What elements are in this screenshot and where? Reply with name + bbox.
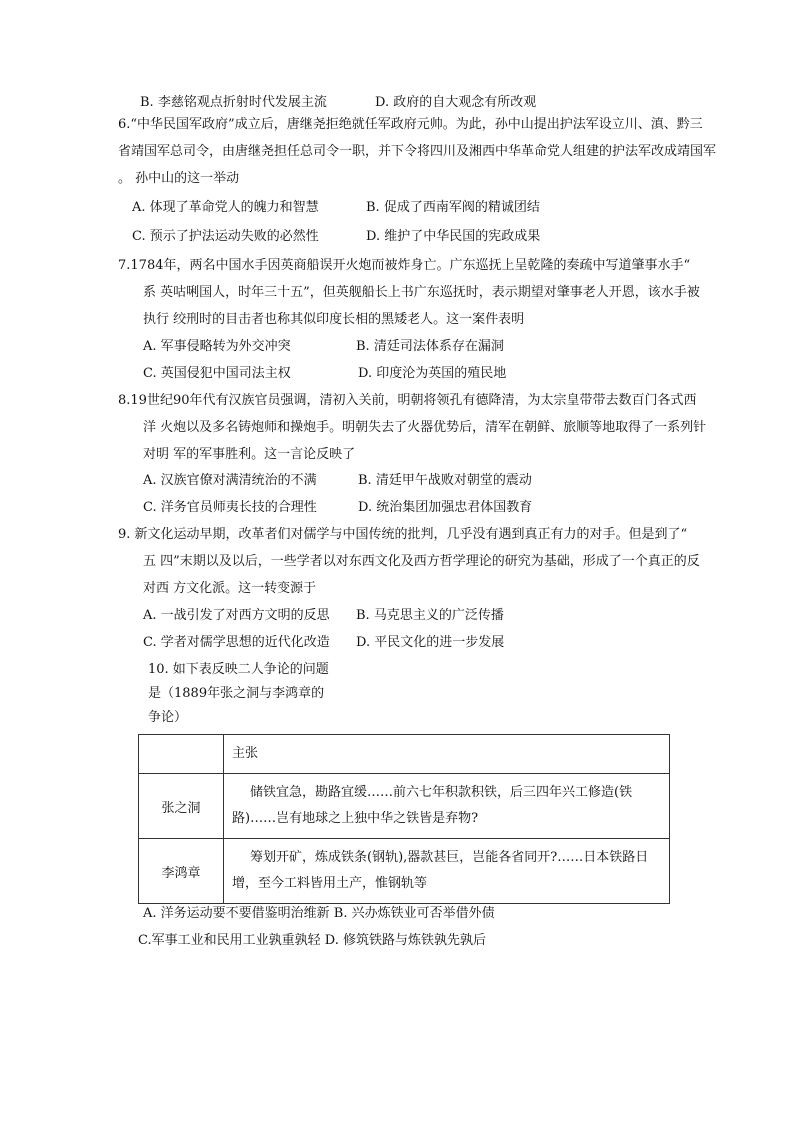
table-row [139, 839, 670, 904]
table-header-row [139, 735, 670, 774]
table-row-text-content: 储铁宜急，勘路宜缓……前六七年积款积铁，后三四年兴工修造(铁路)……岂有地球之上独中华之铁皆是弃物? [232, 785, 633, 826]
q9-option-b: B. 马克思主义的广泛传播 [356, 608, 504, 623]
q7-stem-line1: 7.1784年，两名中国水手因英商船误开火炮而被炸身亡。广东巡抚上呈乾隆的奏疏中写道肇事水手“ [118, 258, 691, 273]
q8-stem-line3: 对明 军的军事胜利。这一言论反映了 [143, 447, 356, 462]
q10-stem-line3: 争论） [148, 710, 188, 725]
q7-option-a: A. 军事侵略转为外交冲突 [143, 339, 291, 354]
q7-option-b: B. 清廷司法体系存在漏洞 [356, 339, 504, 354]
table-row-name: 张之洞 [139, 774, 224, 839]
table-row-text [224, 774, 670, 839]
q7-stem-line2: 系 英咕唎国人，时年三十五”，但英舰船长上书广东巡抚时，表示期望对肇事老人开恩，该水手被 [143, 285, 700, 300]
table-row-name: 李鸿章 [139, 839, 224, 904]
q6-stem-line2: 省靖国军总司令，由唐继尧担任总司令一职，并下令将四川及湘西中华革命党人组建的护法军改成靖国军 [118, 144, 717, 159]
q7-option-c: C. 英国侵犯中国司法主权 [143, 366, 291, 381]
q6-stem-line1: 6.“中华民国军政府”成立后，唐继尧拒绝就任军政府元帅。为此，孙中山提出护法军设立川、滇、黔三 [118, 117, 703, 132]
q6-option-d: D. 维护了中华民国的宪政成果 [366, 229, 541, 244]
q8-option-a: A. 汉族官僚对满清统治的不满 [143, 473, 317, 488]
q5-option-d: D. 政府的自大观念有所改观 [375, 95, 537, 110]
q6-option-a: A. 体现了革命党人的魄力和智慧 [132, 200, 319, 215]
q7-option-d: D. 印度沦为英国的殖民地 [358, 366, 507, 381]
q9-option-a: A. 一战引发了对西方文明的反思 [143, 608, 330, 623]
q10-options-ab: A. 洋务运动要不要借鉴明治维新 B. 兴办炼铁业可否举借外债 [143, 906, 495, 921]
table-header-cell [224, 735, 670, 774]
table-row [139, 774, 670, 839]
q8-stem-line2: 洋 火炮以及多名铸炮师和操炮手。明朝失去了火器优势后，清军在朝鲜、旅顺等地取得了一系列针 [143, 420, 707, 435]
q8-stem-line1: 8.19世纪90年代有汉族官员强调，清初入关前，明朝将领孔有德降清，为太宗皇带带去数百门各式西 [118, 393, 697, 408]
q8-option-d: D. 统治集团加强忠君体国教育 [358, 500, 533, 515]
q6-option-c: C. 预示了护法运动失败的必然性 [132, 229, 319, 244]
q9-stem-line2: 五 四”末期以及以后，一些学者以对东西文化及西方哲学理论的研究为基础，形成了一个真正的反 [143, 554, 700, 569]
q10-stem-line2: 是（1889年张之洞与李鸿章的 [148, 686, 325, 701]
table-row-text-content: 筹划开矿，炼成铁条(钢轨),器款甚巨，岂能各省同开?……日本铁路日增，至今工料皆用土产，惟钢轨等 [232, 850, 649, 891]
q9-stem-line3: 对西 方文化派。这一转变源于 [143, 581, 317, 596]
q9-option-c: C. 学者对儒学思想的近代化改造 [143, 635, 330, 650]
q6-option-b: B. 促成了西南军阀的精诚团结 [366, 200, 540, 215]
table-corner-cell [139, 735, 224, 774]
q9-stem-line1: 9. 新文化运动早期，改革者们对儒学与中国传统的批判，几乎没有遇到真正有力的对手。但是到了“ [118, 527, 688, 542]
q6-stem-line3: 。 孙中山的这一举动 [118, 171, 240, 186]
table-header-label: 主张 [232, 746, 259, 761]
q9-option-d: D. 平民文化的进一步发展 [356, 635, 505, 650]
q7-stem-line3: 执行 绞刑时的目击者也称其似印度长相的黑矮老人。这一案件表明 [143, 312, 525, 327]
debate-table [138, 734, 670, 904]
q8-option-b: B. 清廷甲午战败对朝堂的震动 [358, 473, 532, 488]
q8-option-c: C. 洋务官员师夷长技的合理性 [143, 500, 317, 515]
q5-option-b: B. 李慈铭观点折射时代发展主流 [140, 95, 327, 110]
table-row-text [224, 839, 670, 904]
q10-options-cd: C.军事工业和民用工业孰重孰轻 D. 修筑铁路与炼铁孰先孰后 [138, 933, 486, 948]
q10-stem-line1: 10. 如下表反映二人争论的问题 [148, 662, 329, 677]
